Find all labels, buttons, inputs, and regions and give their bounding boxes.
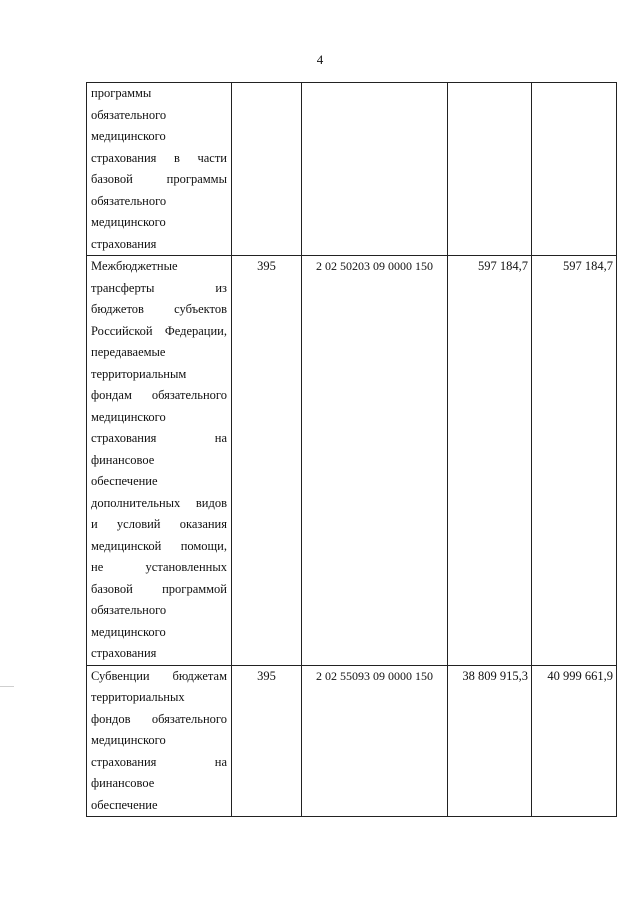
revenue-name-line: обязательного bbox=[91, 107, 167, 122]
budget-classification-code-cell bbox=[302, 83, 448, 256]
budget-table bbox=[86, 82, 617, 817]
revenue-name-line: базовой программой bbox=[91, 581, 227, 596]
revenue-name-line: территориальным bbox=[91, 366, 187, 381]
revenue-name-line: страхования на bbox=[91, 431, 227, 445]
revenue-name-line: медицинского bbox=[91, 215, 166, 229]
revenue-name-line: обеспечение bbox=[91, 797, 158, 812]
revenue-name-line: не установленных bbox=[91, 560, 227, 574]
revenue-name-line: страхования в части bbox=[91, 150, 227, 165]
amount-2-cell bbox=[532, 83, 617, 256]
revenue-name-cell bbox=[87, 83, 232, 256]
admin-code-cell: 395 bbox=[232, 256, 302, 666]
amount-1-cell: 38 809 915,3 bbox=[448, 665, 532, 817]
revenue-name-line: медицинского bbox=[91, 129, 166, 143]
revenue-name-line: медицинского bbox=[91, 624, 166, 639]
revenue-name-line: передаваемые bbox=[91, 345, 166, 359]
revenue-name-line: Российской Федерации, bbox=[91, 323, 227, 338]
revenue-name-line: трансферты из bbox=[91, 280, 227, 295]
revenue-name-line: программы bbox=[91, 86, 152, 100]
revenue-name-line: медицинского bbox=[91, 409, 166, 424]
revenue-name-line: базовой программы bbox=[91, 172, 227, 186]
revenue-name-line: страхования на bbox=[91, 754, 227, 769]
revenue-name-cell bbox=[87, 665, 232, 817]
revenue-name-line: обязательного bbox=[91, 603, 167, 617]
admin-code-cell: 395 bbox=[232, 665, 302, 817]
revenue-name-line: фондам обязательного bbox=[91, 388, 227, 402]
revenue-name-line: страхования bbox=[91, 646, 157, 660]
revenue-name-line: фондов обязательного bbox=[91, 711, 227, 726]
amount-2-cell: 597 184,7 bbox=[532, 256, 617, 666]
budget-classification-code-cell: 2 02 50203 09 0000 150 bbox=[302, 256, 448, 666]
revenue-name-line: и условий оказания bbox=[91, 517, 227, 531]
budget-classification-code-cell: 2 02 55093 09 0000 150 bbox=[302, 665, 448, 817]
table-row bbox=[87, 83, 617, 256]
revenue-name-line: дополнительных видов bbox=[91, 495, 227, 510]
revenue-name-line: Межбюджетные bbox=[91, 259, 178, 273]
table-row bbox=[87, 256, 617, 666]
budget-table-body bbox=[87, 83, 617, 817]
revenue-name-line: медицинской помощи, bbox=[91, 538, 227, 553]
revenue-name-line: обязательного bbox=[91, 193, 167, 208]
revenue-name-line: страхования bbox=[91, 236, 157, 251]
revenue-name-line: обеспечение bbox=[91, 474, 158, 488]
amount-1-cell: 597 184,7 bbox=[448, 256, 532, 666]
revenue-name-line: бюджетов субъектов bbox=[91, 302, 227, 316]
revenue-name-cell bbox=[87, 256, 232, 666]
admin-code-cell bbox=[232, 83, 302, 256]
revenue-name-line: медицинского bbox=[91, 733, 166, 747]
amount-1-cell bbox=[448, 83, 532, 256]
amount-2-cell: 40 999 661,9 bbox=[532, 665, 617, 817]
table-row bbox=[87, 665, 617, 817]
page-number: 4 bbox=[316, 52, 324, 67]
scan-margin-mark bbox=[0, 686, 14, 687]
revenue-name-line: финансовое bbox=[91, 452, 155, 467]
revenue-name-line: финансовое bbox=[91, 776, 155, 790]
revenue-name-line: территориальных bbox=[91, 690, 185, 704]
revenue-name-line: Субвенции бюджетам bbox=[91, 668, 227, 683]
